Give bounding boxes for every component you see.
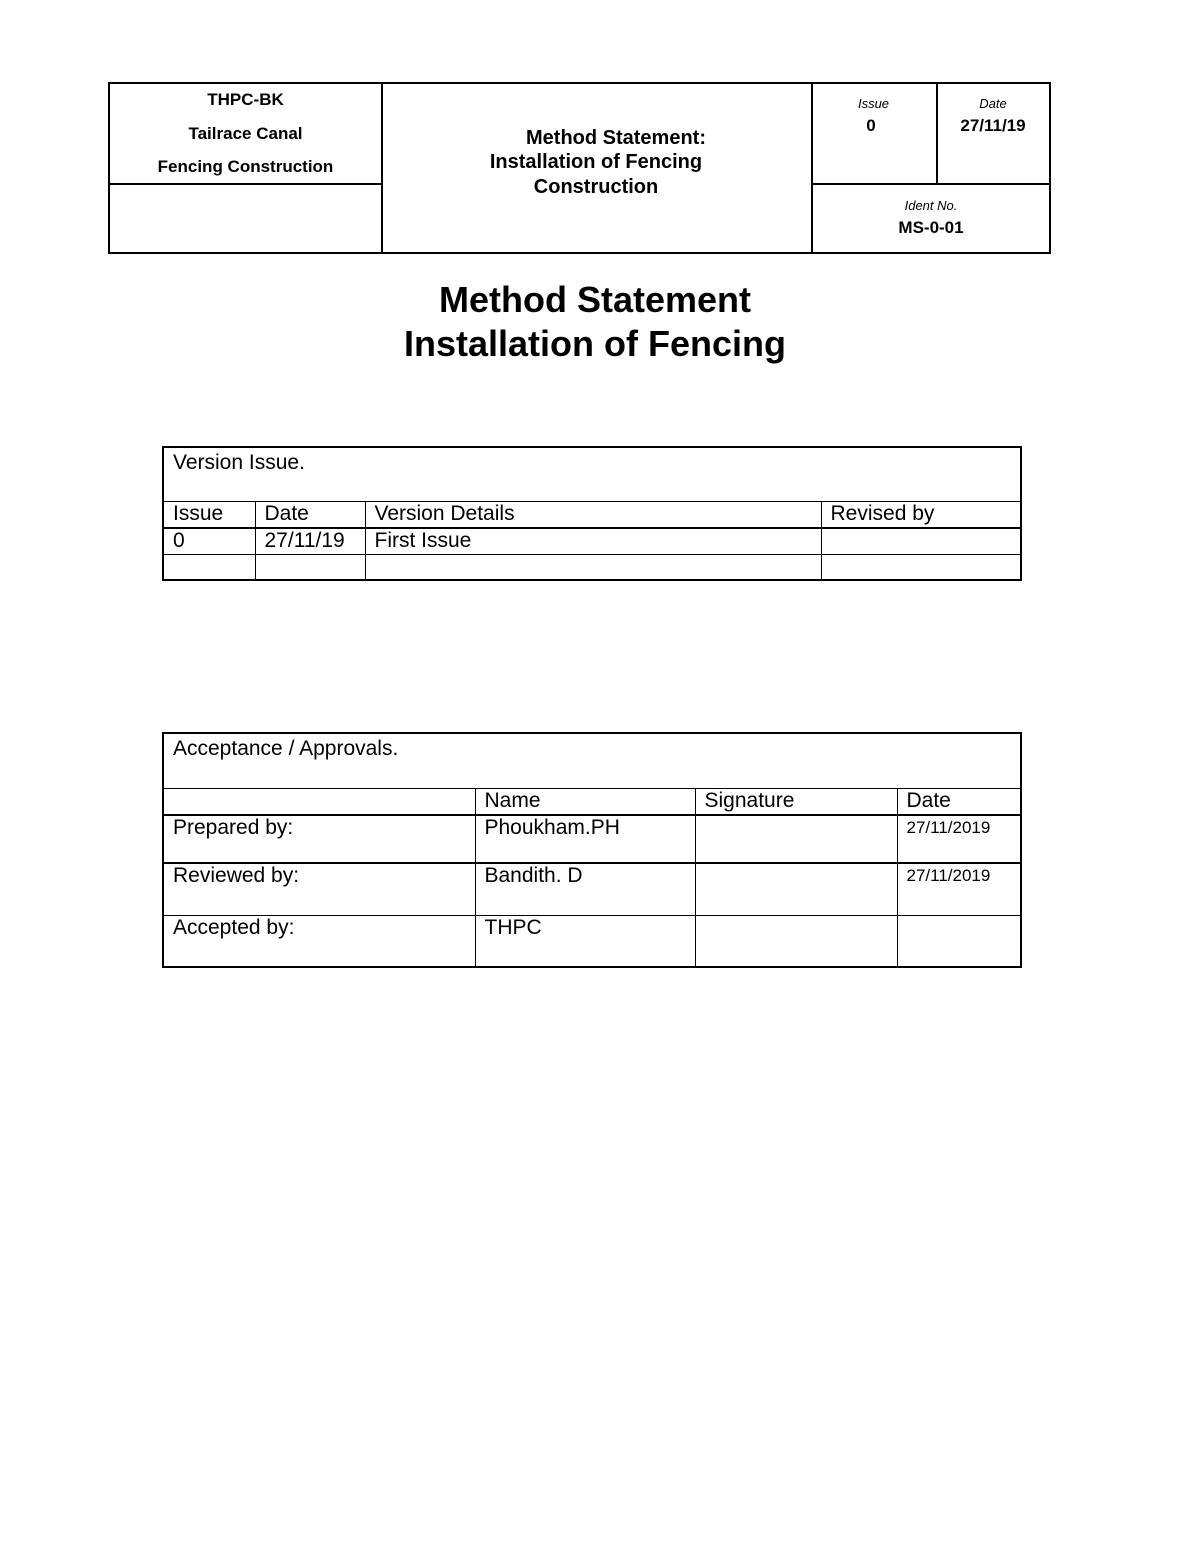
table-cell	[365, 554, 821, 580]
approval-signature	[695, 815, 897, 863]
version-col-details: Version Details	[365, 501, 821, 528]
approvals-table-caption: Acceptance / Approvals.	[163, 733, 1021, 788]
table-cell: 0	[163, 528, 255, 554]
header-issue-value: 0	[866, 116, 876, 135]
version-col-date: Date	[255, 501, 365, 528]
table-row	[163, 554, 1021, 580]
header-doc-title-line3: Construction	[533, 176, 659, 198]
table-cell	[821, 528, 1021, 554]
header-ident-value: MS-0-01	[898, 218, 964, 237]
header-divider	[110, 183, 381, 185]
table-cell	[255, 554, 365, 580]
document-header	[108, 82, 1051, 254]
approval-signature	[695, 915, 897, 967]
approval-date: 27/11/2019	[897, 863, 1021, 915]
approval-name: THPC	[475, 915, 695, 967]
approval-date	[897, 915, 1021, 967]
approvals-table	[162, 732, 1022, 968]
header-org: THPC-BK	[207, 90, 284, 109]
page-title-line2: Installation of Fencing	[403, 323, 786, 364]
approvals-col-signature: Signature	[695, 788, 897, 815]
approval-name: Phoukham.PH	[475, 815, 695, 863]
table-row	[163, 915, 1021, 967]
version-col-issue: Issue	[163, 501, 255, 528]
approvals-col-name: Name	[475, 788, 695, 815]
approval-role: Prepared by:	[163, 815, 475, 863]
header-ident-label: Ident No.	[904, 198, 958, 213]
header-doc-title-line1: Method Statement:	[526, 127, 706, 149]
table-cell: 27/11/19	[255, 528, 365, 554]
header-issue-label: Issue	[857, 96, 890, 111]
approvals-col-date: Date	[897, 788, 1021, 815]
version-table-caption: Version Issue.	[163, 447, 1021, 501]
version-table	[162, 446, 1022, 581]
table-cell: First Issue	[365, 528, 821, 554]
version-col-revised-by: Revised by	[821, 501, 1021, 528]
table-row	[163, 863, 1021, 915]
header-date-label: Date	[979, 96, 1007, 111]
approval-role: Reviewed by:	[163, 863, 475, 915]
approvals-col-role	[163, 788, 475, 815]
header-divider	[811, 183, 1051, 185]
approval-date: 27/11/2019	[897, 815, 1021, 863]
header-date-value: 27/11/19	[960, 116, 1026, 135]
header-subject: Fencing Construction	[157, 157, 334, 176]
table-row	[163, 528, 1021, 554]
table-cell	[163, 554, 255, 580]
approval-role: Accepted by:	[163, 915, 475, 967]
header-project: Tailrace Canal	[188, 124, 303, 143]
table-row	[163, 815, 1021, 863]
approval-signature	[695, 863, 897, 915]
header-doc-title-line2: Installation of Fencing	[489, 151, 703, 173]
approval-name: Bandith. D	[475, 863, 695, 915]
table-cell	[821, 554, 1021, 580]
page-title-line1: Method Statement	[438, 279, 751, 320]
